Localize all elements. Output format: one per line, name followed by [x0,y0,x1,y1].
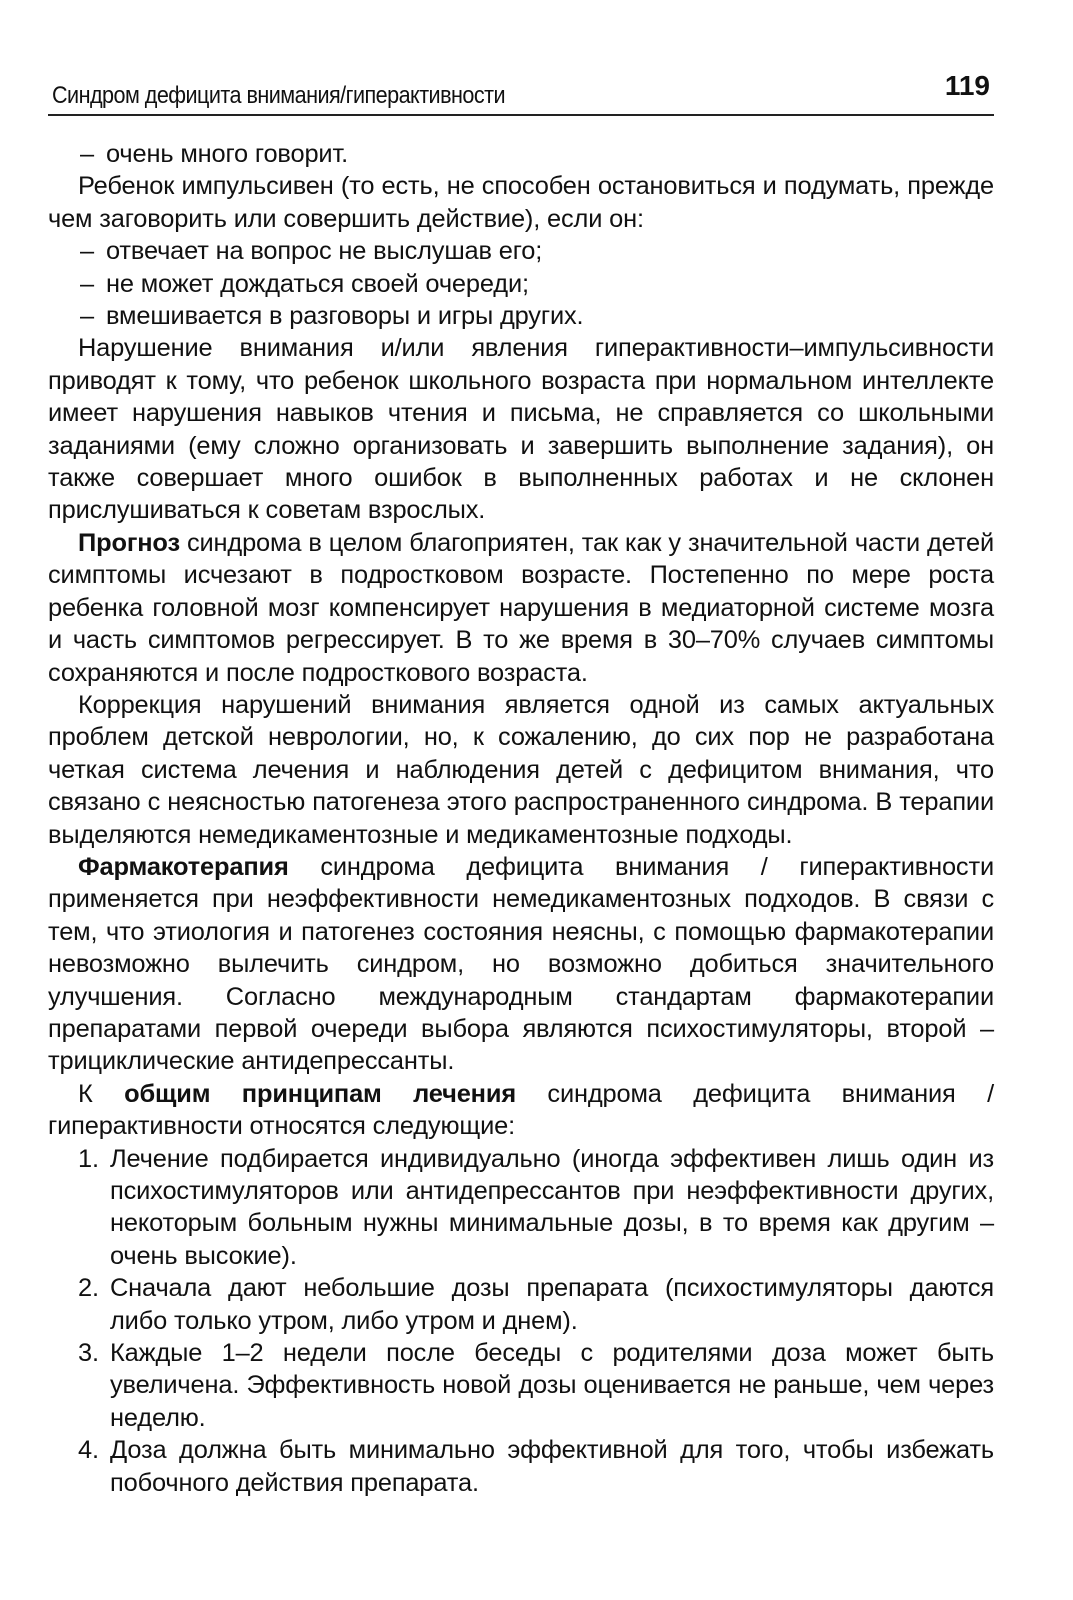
prognosis-term: Прогноз [78,528,180,557]
principles-text: синдрома дефицита внимания / гиперактивности относятся следующие: [48,1079,995,1141]
list-item [48,268,994,300]
numbered-item-text: Лечение подбирается индивидуально (иногда эффективен лишь один из психостимуляторов или антидепрессантов при неэффективности других, некоторым больным нужны минимальные дозы, в то время как другим – очень высокие). [110,1144,994,1270]
paragraph-disorder: Нарушение внимания и/или явления гиперактивности–импульсивности приводят к тому, что ребенок школьного возраста при нормальном интеллекте имеет нарушения навыков чтения и письма, не справляется со школьными заданиями (ему сложно организовать и завершить выполнение задания), он также совершает много ошибок в выполненных работах и не склонен прислушиваться к советам взрослых. [48,334,994,525]
paragraph-principles [48,1078,994,1143]
paragraph-impulsive: Ребенок импульсивен (то есть, не способен остановиться и подумать, прежде чем заговорить или совершить действие), если он: [48,172,994,233]
list-item-text: вмешивается в разговоры и игры других. [106,302,584,331]
list-item [48,138,994,170]
numbered-item [48,1337,994,1434]
list-item-text: не может дождаться своей очереди; [106,269,529,298]
running-title: Синдром дефицита внимания/гиперактивности [52,82,506,109]
dash-marker: – [80,237,94,266]
item-number: 4. [78,1436,99,1465]
item-number: 1. [78,1144,99,1173]
paragraph-pharmacotherapy [48,851,994,1078]
principles-term: общим принципам лечения [124,1079,516,1108]
paragraph-correction: Коррекция нарушений внимания является одной из самых актуальных проблем детской неврологии, но, к сожалению, до сих пор не разработана четкая система лечения и наблюдения детей с дефицитом внимания, что связано с неясностью патогенеза этого распространенного синдрома. В терапии выделяются немедикаментозные и медикаментозные подходы. [48,690,994,849]
page-header [48,70,994,116]
prognosis-text: синдрома в целом благоприятен, так как у значительной части детей симптомы исчезают в подростковом возрасте. Постепенно по мере роста ребенка головной мозг компенсирует нарушения в медиаторной системе мозга и часть симптомов регрессирует. В то же время в 30–70% случаев симптомы сохраняются и после подросткового возраста. [48,528,994,687]
body-text [48,138,994,1499]
item-number: 2. [78,1274,99,1303]
list-item-text: очень много говорит. [106,140,349,168]
numbered-item [48,1434,994,1499]
principles-prefix: К [78,1079,125,1108]
list-item-text: отвечает на вопрос не выслушав его; [106,237,543,266]
numbered-item-text: Каждые 1–2 недели после беседы с родителями доза может быть увеличена. Эффективность новой дозы оценивается не раньше, чем через неделю. [110,1339,994,1432]
list-item [48,235,994,267]
dash-marker: – [80,302,94,331]
pharmacotherapy-text: синдрома дефицита внимания / гиперактивности применяется при неэффективности немедикаментозных подходов. В связи с тем, что этиология и патогенез состояния неясны, с помощью фармакотерапии невозможно вылечить синдром, но возможно добиться значительного улучшения. Согласно международным стандартам фармакотерапии препаратами первой очереди выбора являются психостимуляторы, второй – трициклические антидепрессанты. [48,852,994,1076]
pharmacotherapy-term: Фармакотерапия [78,852,289,881]
numbered-item [48,1143,994,1273]
numbered-item [48,1272,994,1337]
numbered-item-text: Доза должна быть минимально эффективной для того, чтобы избежать побочного действия препарата. [110,1436,994,1497]
numbered-item-text: Сначала дают небольшие дозы препарата (психостимуляторы даются либо только утром, либо утром и днем). [110,1274,994,1335]
dash-marker: – [80,140,94,168]
paragraph-prognosis [48,527,994,689]
page-number: 119 [944,70,990,101]
item-number: 3. [78,1339,99,1368]
list-item [48,300,994,332]
dash-marker: – [80,269,94,298]
